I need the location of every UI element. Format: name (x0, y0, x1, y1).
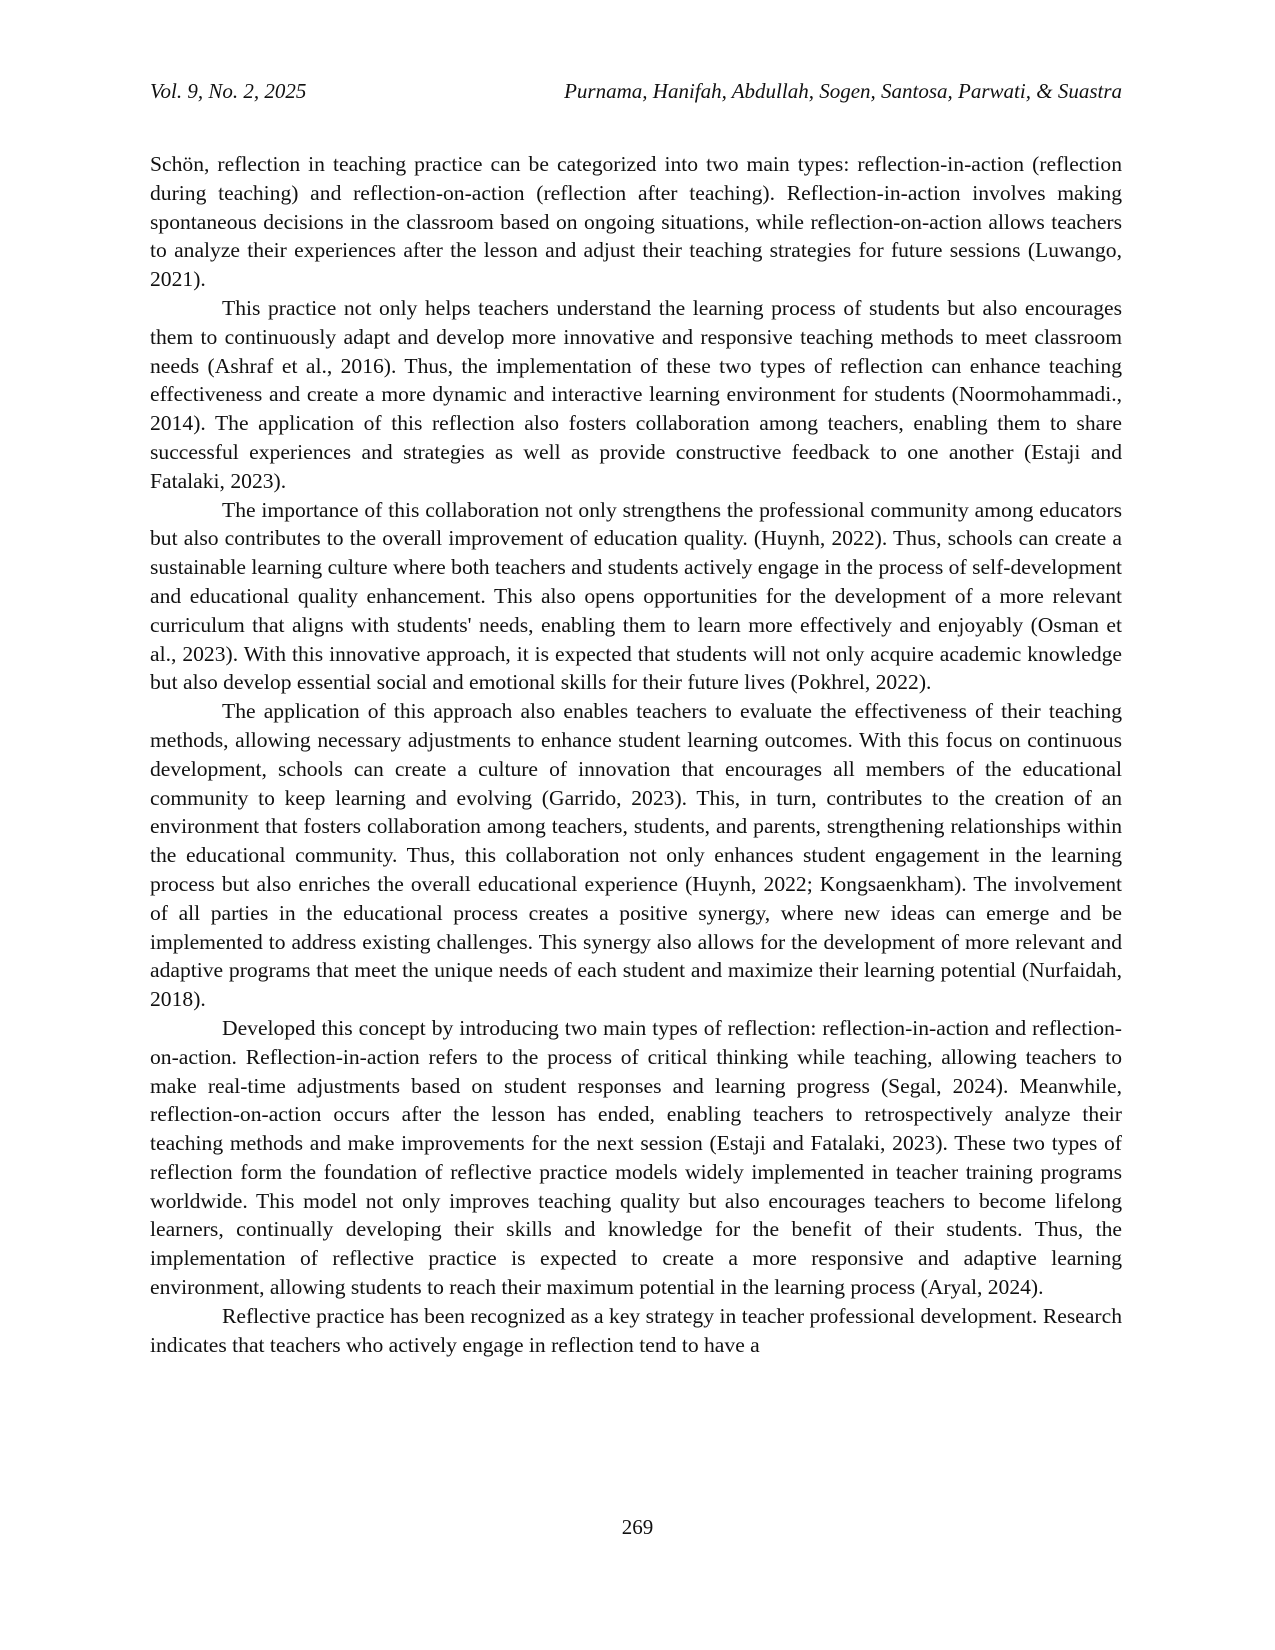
author-list: Purnama, Hanifah, Abdullah, Sogen, Santosa, Parwati, & Suastra (564, 79, 1122, 103)
article-body (150, 150, 1122, 1359)
paragraph: The application of this approach also enables teachers to evaluate the effectiveness of their teaching methods, allowing necessary adjustments to enhance student learning outcomes. With this focus on continuous development, schools can create a culture of innovation that encourages all members of the educational community to keep learning and evolving (Garrido, 2023). This, in turn, contributes to the creation of an environment that fosters collaboration among teachers, students, and parents, strengthening relationships within the educational community. Thus, this collaboration not only enhances student engagement in the learning process but also enriches the overall educational experience (Huynh, 2022; Kongsaenkham). The involvement of all parties in the educational process creates a positive synergy, where new ideas can emerge and be implemented to address existing challenges. This synergy also allows for the development of more relevant and adaptive programs that meet the unique needs of each student and maximize their learning potential (Nurfaidah, 2018). (150, 699, 1122, 1012)
running-header (150, 76, 1122, 106)
paragraph-continued: Schön, reflection in teaching practice can be categorized into two main types: reflection-in-action (reflection during teaching) and reflection-on-action (reflection after teaching). Reflection-in-action involves making spontaneous decisions in the classroom based on ongoing situations, while reflection-on-action allows teachers to analyze their experiences after the lesson and adjust their teaching strategies for future sessions (Luwango, 2021). (150, 152, 1122, 292)
paragraph: The importance of this collaboration not only strengthens the professional community among educators but also contributes to the overall improvement of education quality. (Huynh, 2022). Thus, schools can create a sustainable learning culture where both teachers and students actively engage in the process of self-development and educational quality enhancement. This also opens opportunities for the development of a more relevant curriculum that aligns with students' needs, enabling them to learn more effectively and enjoyably (Osman et al., 2023). With this innovative approach, it is expected that students will not only acquire academic knowledge but also develop essential social and emotional skills for their future lives (Pokhrel, 2022). (150, 497, 1122, 695)
page-number: 269 (621, 1515, 654, 1539)
journal-volume-issue: Vol. 9, No. 2, 2025 (150, 79, 307, 103)
paragraph: Reflective practice has been recognized as a key strategy in teacher professional development. Research indicates that teachers who actively engage in reflection tend to have a (150, 1303, 1122, 1357)
paragraph: This practice not only helps teachers understand the learning process of students but also encourages them to continuously adapt and develop more innovative and responsive teaching methods to meet classroom needs (Ashraf et al., 2016). Thus, the implementation of these two types of reflection can enhance teaching effectiveness and create a more dynamic and interactive learning environment for students (Noormohammadi., 2014). The application of this reflection also fosters collaboration among teachers, enabling them to share successful experiences and strategies as well as provide constructive feedback to one another (Estaji and Fatalaki, 2023). (150, 295, 1122, 493)
paragraph: Developed this concept by introducing two main types of reflection: reflection-in-action and reflection-on-action. Reflection-in-action refers to the process of critical thinking while teaching, allowing teachers to make real-time adjustments based on student responses and learning progress (Segal, 2024). Meanwhile, reflection-on-action occurs after the lesson has ended, enabling teachers to retrospectively analyze their teaching methods and make improvements for the next session (Estaji and Fatalaki, 2023). These two types of reflection form the foundation of reflective practice models widely implemented in teacher training programs worldwide. This model not only improves teaching quality but also encourages teachers to become lifelong learners, continually developing their skills and knowledge for the benefit of their students. Thus, the implementation of reflective practice is expected to create a more responsive and adaptive learning environment, allowing students to reach their maximum potential in the learning process (Aryal, 2024). (150, 1015, 1122, 1300)
